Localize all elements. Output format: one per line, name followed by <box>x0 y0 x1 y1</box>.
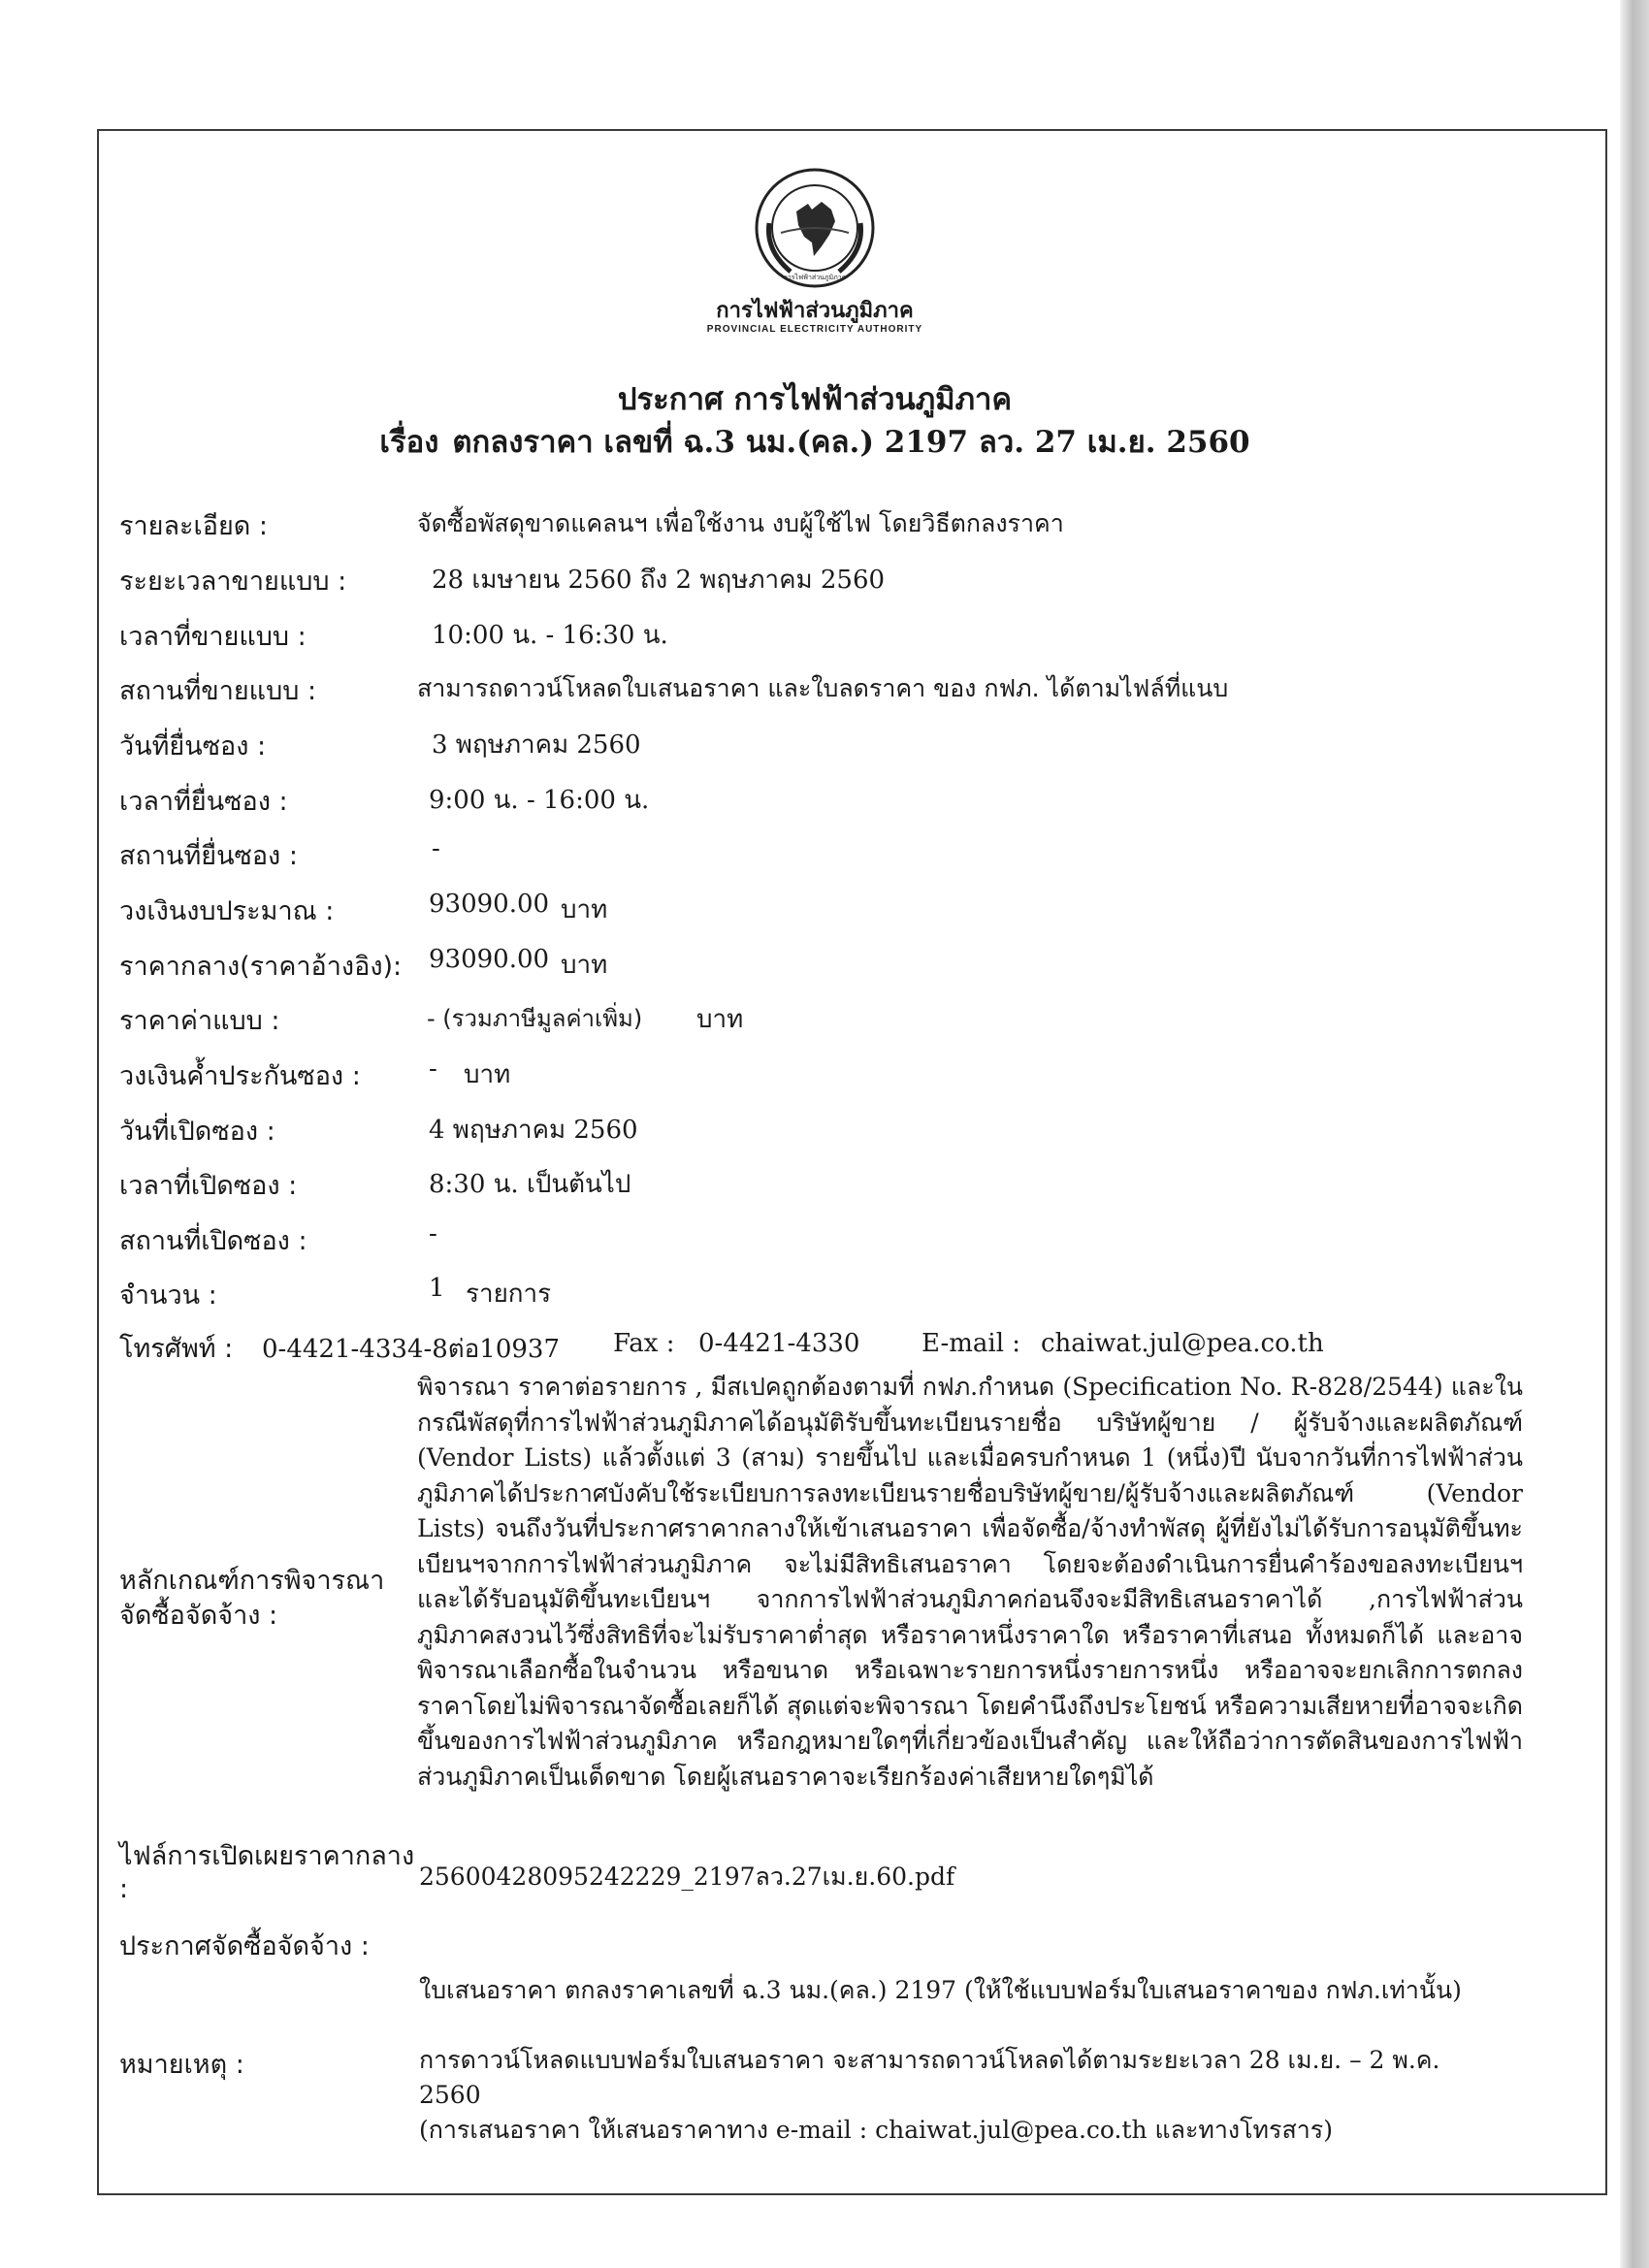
median-price-label: ราคากลาง(ราคาอ้างอิง): <box>119 952 403 982</box>
submit-place-value: - <box>432 834 440 863</box>
open-time-label: เวลาที่เปิดซอง : <box>119 1171 298 1201</box>
remarks-line-1: ใบเสนอราคา ตกลงราคาเลขที่ ฉ.3 นม.(คล.) 2197 (ให้ใช้แบบฟอร์มใบเสนอราคาของ กฟภ.เท่านั้น) <box>419 1976 1462 2004</box>
criteria-label: หลักเกณฑ์การพิจารณาจัดซื้อจัดจ้าง : <box>119 1566 385 1631</box>
median-price-unit: บาท <box>561 951 608 980</box>
detail-label: รายละเอียด : <box>119 511 269 541</box>
quantity-unit: รายการ <box>466 1280 552 1309</box>
pea-seal-logo <box>752 165 878 291</box>
sale-place-label: สถานที่ขายแบบ : <box>119 676 317 706</box>
announcement-subject <box>194 417 1436 466</box>
fax-label: Fax : <box>613 1329 675 1358</box>
sale-time-value: 10:00 น. - 16:30 น. <box>432 621 668 650</box>
file-label: ไฟล์การเปิดเผยราคากลาง : <box>119 1841 415 1904</box>
budget-unit: บาท <box>561 895 608 924</box>
sale-time-label: เวลาที่ขายแบบ : <box>119 622 307 652</box>
phone-label: โทรศัพท์ : <box>119 1334 234 1364</box>
submit-time-label: เวลาที่ยื่นซอง : <box>119 787 288 817</box>
email-label: E-mail : <box>922 1329 1021 1358</box>
announcement-title: ประกาศ การไฟฟ้าส่วนภูมิภาค <box>617 382 1013 417</box>
criteria-text: พิจารณา ราคาต่อรายการ , มีสเปคถูกต้องตามที่ กฟภ.กำหนด (Specification No. R-828/2544) และในกรณีพัสดุที่การไฟฟ้าส่วนภูมิภาคได้อนุมัติรับขึ้นทะเบียนรายชื่อ บริษัทผู้ขาย / ผู้รับจ้างและผลิตภัณฑ์ (Vendor Lists) แล้วตั้งแต่ 3 (สาม) รายขึ้นไป และเมื่อครบกำหนด 1 (หนึ่ง)ปี นับจากวันที่การไฟฟ้าส่วนภูมิภาคได้ประกาศบังคับใช้ระเบียบการลงทะเบียนรายชื่อบริษัทผู้ขาย/ผู้รับจ้างและผลิตภัณฑ์ (Vendor Lists) จนถึงวันที่ประกาศราคากลางให้เข้าเสนอราคา เพื่อจัดซื้อ/จ้างทำพัสดุ ผู้ที่ยังไม่ได้รับการอนุมัติขึ้นทะเบียนฯจากการไฟฟ้าส่วนภูมิภาค จะไม่มีสิทธิเสนอราคา โดยจะต้องดำเนินการยื่นคำร้องขอลงทะเบียนฯ และได้รับอนุมัติขึ้นทะเบียนฯ จากการไฟฟ้าส่วนภูมิภาคก่อนจึงจะมีสิทธิเสนอราคาได้ ,การไฟฟ้าส่วนภูมิภาคสงวนไว้ซึ่งสิทธิที่จะไม่รับราคาต่ำสุด หรือราคาหนึ่งราคาใด หรือราคาที่เสนอ ทั้งหมดก็ได้ และอาจพิจารณาเลือกซื้อในจำนวน หรือขนาด หรือเฉพาะรายการหนึ่งรายการหนึ่ง หรืออาจจะยกเลิกการตกลงราคาโดยไม่พิจารณาจัดซื้อเลยก็ได้ สุดแต่จะพิจารณา โดยคำนึงถึงประโยชน์ หรือความเสียหายที่อาจจะเกิดขึ้นของการไฟฟ้าส่วนภูมิภาค หรือกฎหมายใดๆที่เกี่ยวข้องเป็นสำคัญ และให้ถือว่าการตัดสินของการไฟฟ้าส่วนภูมิภาคเป็นเด็ดขาด โดยผู้เสนอราคาจะเรียกร้องค่าเสียหายใดๆมิได้ <box>417 1373 1523 1791</box>
bid-guarantee-unit: บาท <box>464 1060 511 1089</box>
fax-value: 0-4421-4330 <box>698 1329 860 1358</box>
submit-time-value: 9:00 น. - 16:00 น. <box>429 786 650 815</box>
seal-ring-text: การไฟฟ้าส่วนภูมิภาค <box>783 274 847 281</box>
budget-label: วงเงินงบประมาณ : <box>119 896 335 926</box>
submit-date-value: 3 พฤษภาคม 2560 <box>432 730 641 760</box>
remarks-line-2: การดาวน์โหลดแบบฟอร์มใบเสนอราคา จะสามารถดาวน์โหลดได้ตามระยะเวลา 28 เม.ย. – 2 พ.ค. 2560 <box>419 2046 1440 2109</box>
quantity-value: 1 <box>429 1274 445 1303</box>
quantity-label: จำนวน : <box>119 1280 217 1311</box>
announcement-label: ประกาศจัดซื้อจัดจ้าง : <box>119 1931 370 1961</box>
bid-guarantee-value: - <box>429 1054 437 1084</box>
subject-prefix: เรื่อง <box>379 425 439 460</box>
detail-value: จัดซื้อพัสดุขาดแคลนฯ เพื่อใช้งาน งบผู้ใช้ไฟ โดยวิธีตกลงราคา <box>417 509 1064 537</box>
file-link[interactable]: 25600428095242229_2197ลว.27เม.ย.60.pdf <box>419 1863 955 1891</box>
org-name-english: PROVINCIAL ELECTRICITY AUTHORITY <box>706 324 923 335</box>
phone-value: 0-4421-4334-8ต่อ10937 <box>262 1335 560 1364</box>
open-place-label: สถานที่เปิดซอง : <box>119 1226 307 1256</box>
design-fee-value: - (รวมภาษีมูลค่าเพิ่ม) <box>427 1005 643 1032</box>
design-fee-unit: บาท <box>696 1005 744 1034</box>
sale-period-value: 28 เมษายน 2560 ถึง 2 พฤษภาคม 2560 <box>432 566 886 595</box>
median-price-value: 93090.00 <box>429 945 550 974</box>
subject-text: ตกลงราคา เลขที่ ฉ.3 นม.(คล.) 2197 ลว. 27 เม.ย. 2560 <box>452 425 1250 460</box>
scan-edge-shadow <box>1620 0 1649 2268</box>
bid-guarantee-label: วงเงินค้ำประกันซอง : <box>119 1061 361 1091</box>
remarks-line-3: (การเสนอราคา ให้เสนอราคาทาง e-mail : chaiwat.jul@pea.co.th และทางโทรสาร) <box>419 2116 1333 2144</box>
open-date-label: วันที่เปิดซอง : <box>119 1117 275 1147</box>
org-name-thai: การไฟฟ้าส่วนภูมิภาค <box>716 299 914 323</box>
remarks-label: หมายเหตุ : <box>119 2050 244 2080</box>
sale-period-label: ระยะเวลาขายแบบ : <box>119 567 347 597</box>
open-date-value: 4 พฤษภาคม 2560 <box>429 1116 638 1145</box>
submit-date-label: วันที่ยื่นซอง : <box>119 731 267 761</box>
sale-place-value: สามารถดาวน์โหลดใบเสนอราคา และใบลดราคา ของ กฟภ. ได้ตามไฟล์ที่แนบ <box>417 674 1229 702</box>
submit-place-label: สถานที่ยื่นซอง : <box>119 841 298 871</box>
email-value[interactable]: chaiwat.jul@pea.co.th <box>1041 1329 1324 1358</box>
open-place-value: - <box>429 1219 437 1248</box>
open-time-value: 8:30 น. เป็นต้นไป <box>429 1170 631 1199</box>
budget-value: 93090.00 <box>429 890 550 919</box>
design-fee-label: ราคาค่าแบบ : <box>119 1006 280 1036</box>
